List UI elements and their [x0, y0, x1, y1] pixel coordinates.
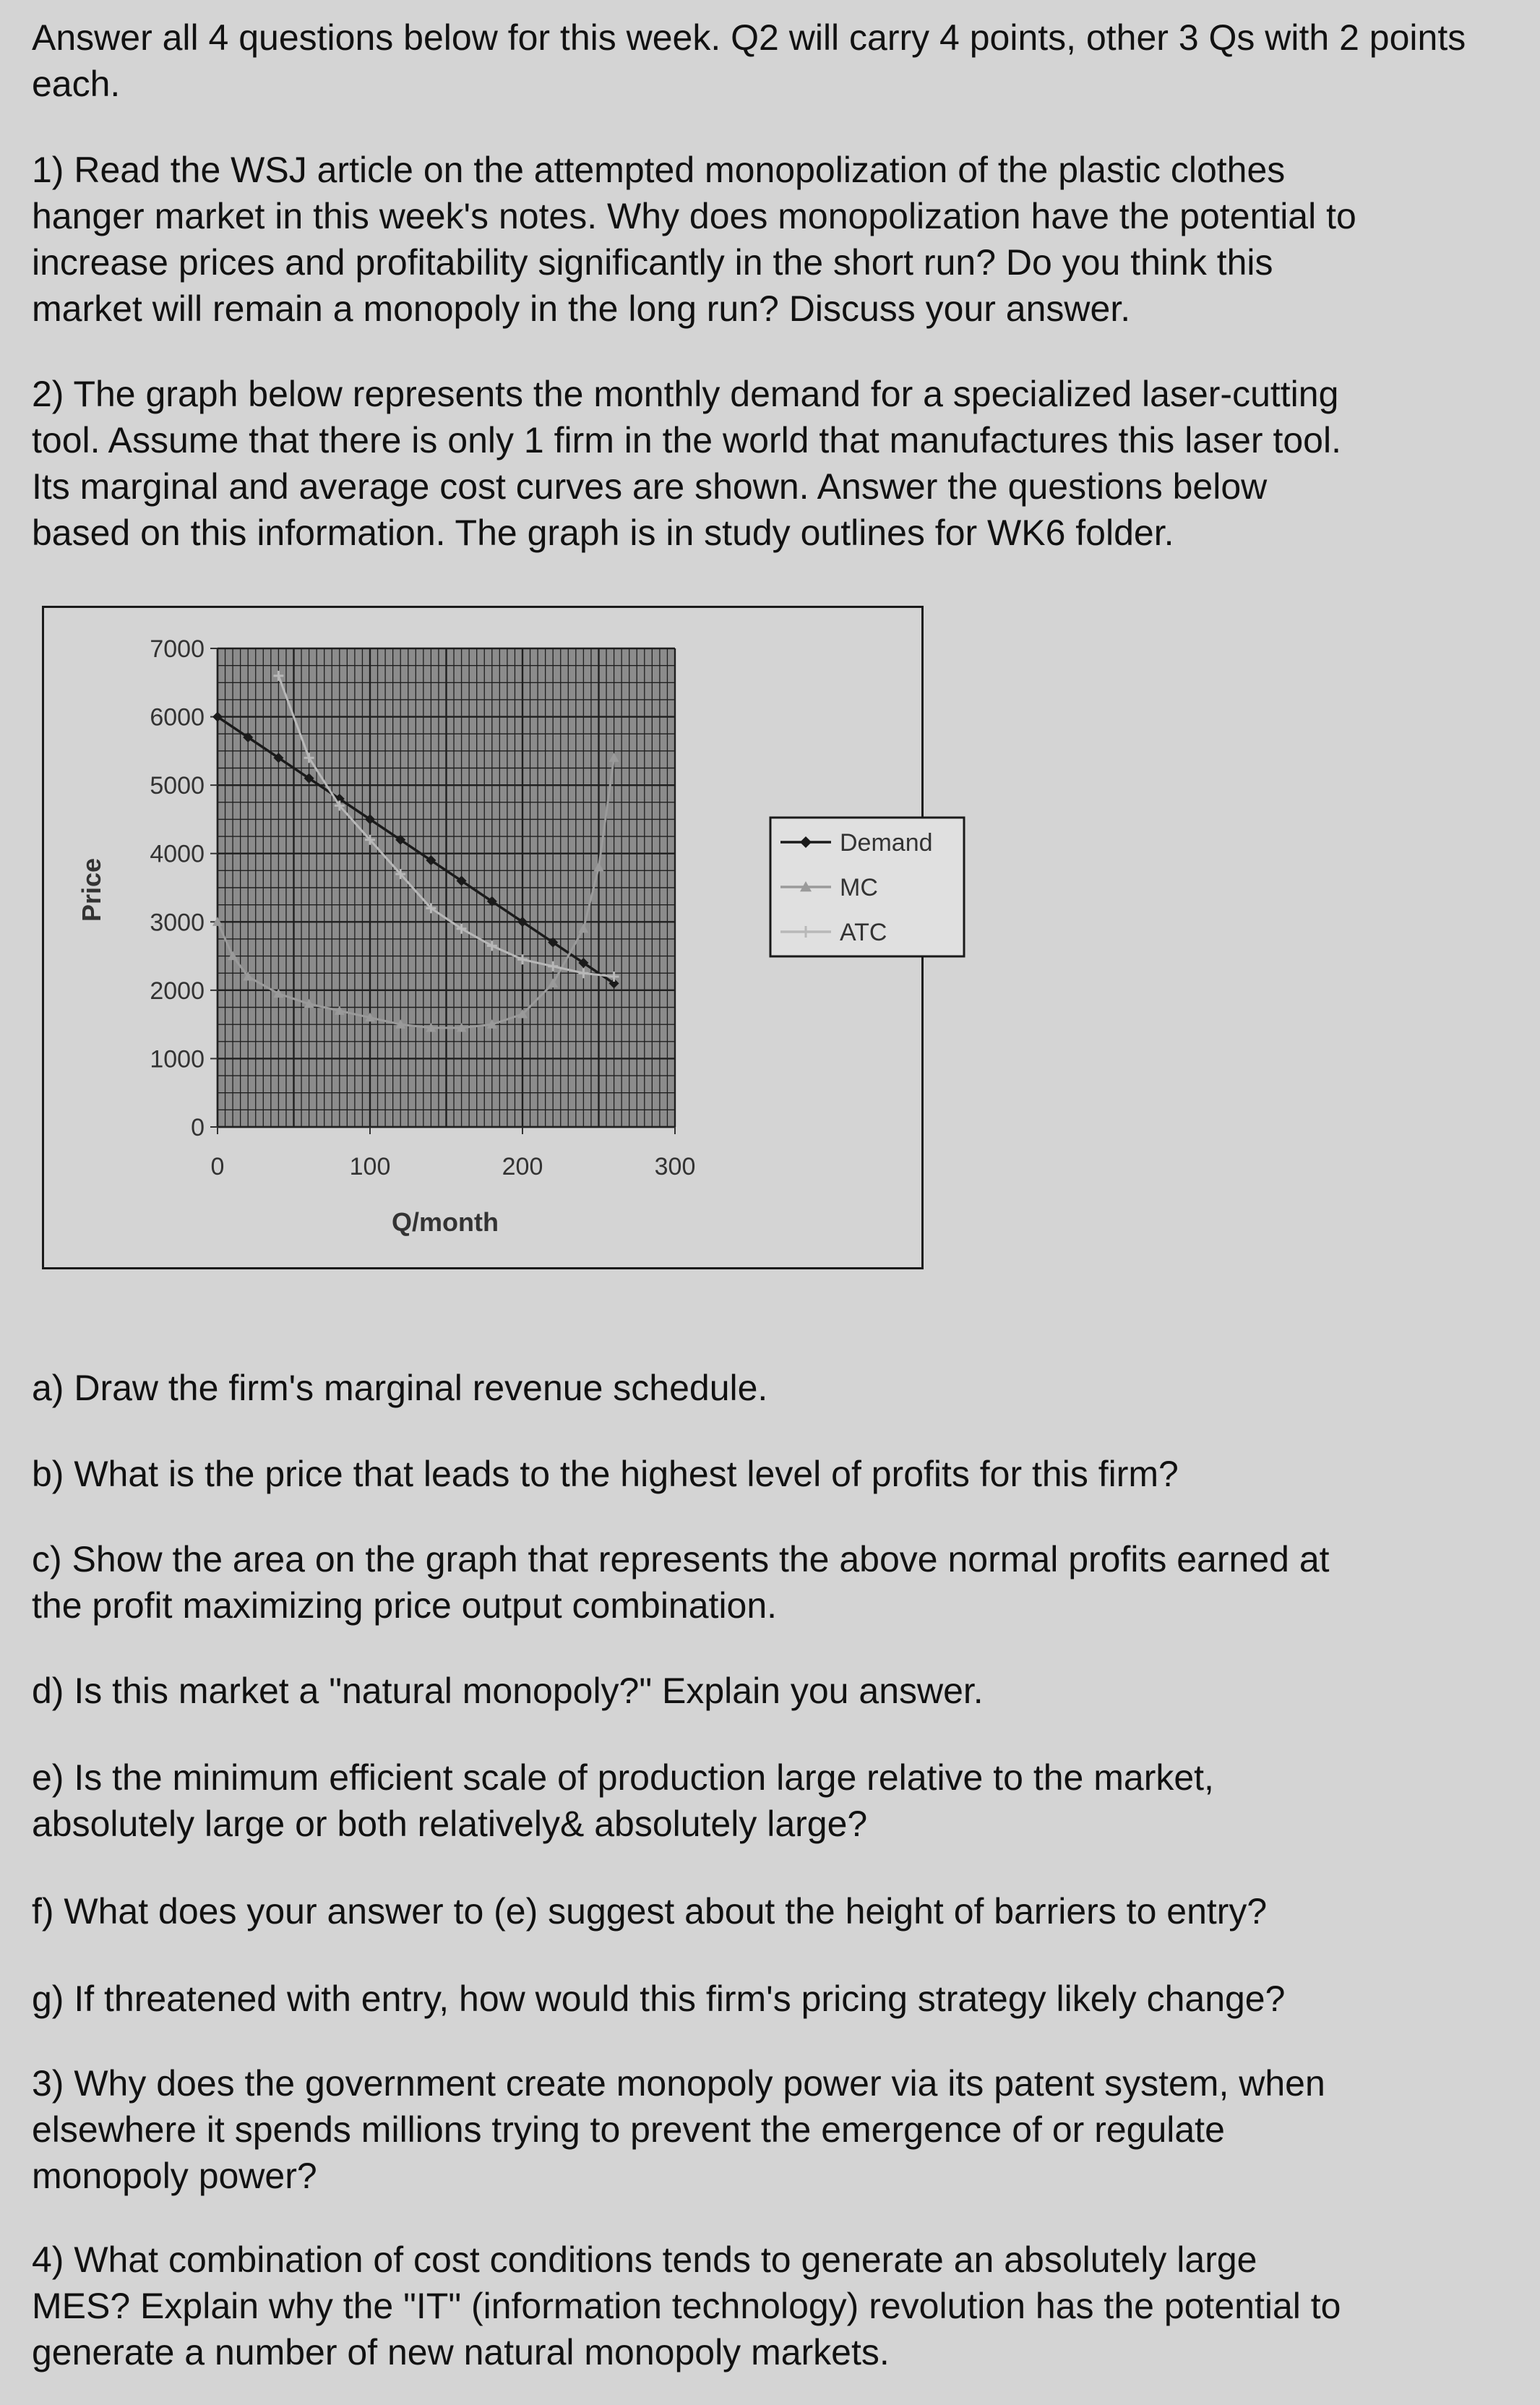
y-tick-label: 0	[191, 1114, 205, 1141]
question-4-text: 4) What combination of cost conditions tends to generate an absolutely large MES? Explain why the "IT" (information technology) revolution has the potential to generate a number of new natural monopoly markets.	[32, 2239, 1341, 2372]
part-b-text: b) What is the price that leads to the highest level of profits for this firm?	[32, 1454, 1179, 1494]
part-d-text: d) Is this market a "natural monopoly?" Explain you answer.	[32, 1671, 984, 1711]
y-tick-label: 4000	[150, 840, 205, 868]
y-tick-label: 6000	[150, 703, 205, 732]
x-tick-label: 0	[210, 1153, 225, 1180]
x-tick-label: 200	[502, 1153, 543, 1180]
x-tick-label: 100	[349, 1153, 391, 1180]
part-g-text: g) If threatened with entry, how would this firm's pricing strategy likely change?	[32, 1979, 1286, 2019]
question-1-text: 1) Read the WSJ article on the attempted monopolization of the plastic clothes hanger market in this week's notes. Why does monopolization have the potential to increase prices and profitability significantly in the short run? Do you think this market will remain a monopoly in the long run? Discuss your answer.	[32, 150, 1356, 329]
demand-cost-chart	[42, 606, 933, 1269]
legend-label-atc: ATC	[840, 919, 887, 946]
part-e-text: e) Is the minimum efficient scale of production large relative to the market, absolutely large or both relatively& absolutely large?	[32, 1757, 1214, 1844]
chart-legend	[770, 818, 964, 956]
y-tick-label: 7000	[150, 635, 205, 663]
x-axis-title: Q/month	[392, 1207, 499, 1237]
part-a-text: a) Draw the firm's marginal revenue schedule.	[32, 1368, 768, 1408]
x-tick-label: 300	[654, 1153, 696, 1180]
y-tick-label: 3000	[150, 909, 205, 937]
question-2-text: 2) The graph below represents the monthly demand for a specialized laser-cutting tool. Assume that there is only 1 firm in the world that manufactures this laser tool. Its marginal and average cost curves are shown. Answer the questions below based on this information. The graph is in study outlines for WK6 folder.	[32, 374, 1341, 553]
instructions-text: Answer all 4 questions below for this week. Q2 will carry 4 points, other 3 Qs with 2 points each.	[32, 17, 1466, 104]
y-tick-label: 2000	[150, 977, 205, 1005]
y-axis-title: Price	[77, 857, 106, 922]
legend-label-mc: MC	[840, 874, 878, 901]
y-tick-label: 5000	[150, 772, 205, 800]
legend-label-demand: Demand	[840, 829, 933, 857]
y-tick-label: 1000	[150, 1045, 205, 1073]
chart-svg	[44, 608, 933, 1267]
chart-grid	[218, 648, 675, 1127]
part-c-text: c) Show the area on the graph that represents the above normal profits earned at the profit maximizing price output combination.	[32, 1539, 1330, 1626]
question-3-text: 3) Why does the government create monopoly power via its patent system, when elsewhere it spends millions trying to prevent the emergence of or regulate monopoly power?	[32, 2063, 1325, 2196]
part-f-text: f) What does your answer to (e) suggest about the height of barriers to entry?	[32, 1891, 1268, 1932]
